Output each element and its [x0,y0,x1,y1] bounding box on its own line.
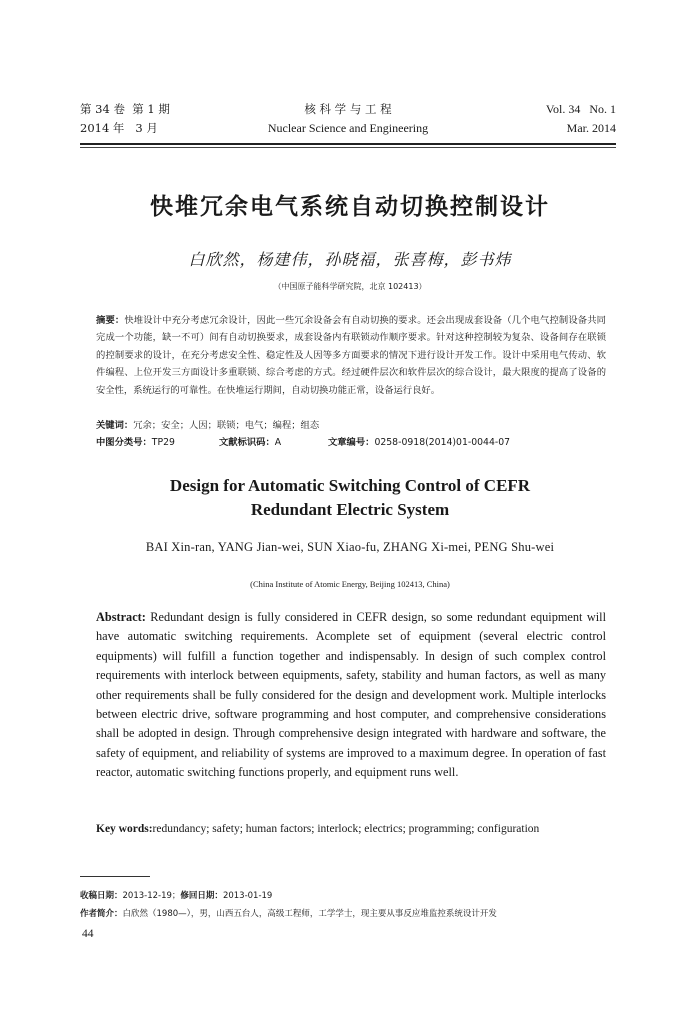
classification-line [96,434,606,451]
header-month-cn: 3 月 [135,121,158,135]
doc-code-label: 文献标识码： [218,437,275,448]
english-keywords [96,823,616,835]
english-abstract-text: Redundant design is fully considered in CEFR design, so some redundant equipment will have automatic switching requirements. Acomplete set of equipment (several electric control equipments) will fulfill a function together and indispensably. In design of such complex control requirements with interlock between equipments, safety, stability and human factors, as well as many other requirements shall be fully considered for the design and development work. Multiple interlocks between electric drive, software programming and host computer, and comprehensive considerations shall be adopted in design. Through comprehensive design integrated with hardware and software, the safety of equipment, and reliability of systems are improved to a maximum degree. In operation of fast reactor, automatic switching functions properly, and equipment runs well. [96,610,606,780]
english-abstract [96,608,606,783]
chinese-abstract-label: 摘要： [96,315,125,326]
article-number-label: 文章编号： [327,437,375,448]
english-title-line1: Design for Automatic Switching Control of CEFR [169,476,531,495]
header-volume-cn: 第 34 卷 [80,102,125,116]
footnote-dates [80,889,272,901]
header-rule-thick [80,143,616,145]
chinese-keywords-label: 关键词： [96,420,134,431]
chinese-abstract-text: 快堆设计中充分考虑冗余设计，因此一些冗余设备会有自动切换的要求。还会出现成套设备（几个电气控制设备共同完成一个功能，缺一不可）间有自动切换要求，成套设备内有联锁动作顺序要求。针对这种控制较为复杂、设备间存在联锁的控制要求的设计，在充分考虑安全性、稳定性及人因等多方面要求的情况下进行设计开发工作。设计中采用电气传动、软件编程、上位开发三方面设计多重联锁、综合考虑的方式。经过硬件层次和软件层次的综合设计，最大限度的提高了设备的安全性，系统运行的可靠性。在快堆运行期间，自动切换功能正常，设备运行良好。 [96,315,606,396]
chinese-title: 快堆冗余电气系统自动切换控制设计 [150,194,550,220]
chinese-authors: 白欣然，杨建伟，孙晓福，张喜梅，彭书炜 [188,250,512,269]
author-bio-label: 作者简介： [80,909,123,919]
english-keywords-label: Key words: [96,823,153,835]
header-year-cn: 2014 年 [80,121,125,135]
english-authors: BAI Xin-ran, YANG Jian-wei, SUN Xiao-fu, ZHANG Xi-mei, PENG Shu-wei [145,540,555,554]
revised-date-value: 2013-01-19 [222,891,273,901]
header-date-en: Mar. 2014 [566,121,616,135]
doc-code-value: A [274,437,282,448]
header-volume-en: Vol. 34 [545,102,581,116]
class-number-label: 中图分类号： [96,437,152,448]
english-affiliation: (China Institute of Atomic Energy, Beijing 102413, China) [250,579,450,589]
footnote-rule [80,876,150,877]
chinese-keywords [96,417,606,434]
header-journal-name [80,100,616,138]
chinese-abstract [96,312,606,399]
journal-name-cn: 核 科 学 与 工 程 [304,102,392,116]
chinese-keywords-text: 冗余；安全；人因；联锁；电气；编程；组态 [133,420,320,431]
revised-date-label: 修回日期： [180,891,223,901]
english-title-line2: Redundant Electric System [250,500,450,519]
page-number: 44 [82,928,94,940]
english-keywords-text: redundancy; safety; human factors; interlock; electrics; programming; configuration [152,823,540,835]
header-rule-thin [80,147,616,148]
header-volume-issue-en [546,100,616,138]
english-abstract-label: Abstract: [96,610,146,624]
received-date-label: 收稿日期： [80,891,123,901]
header-issue-en: No. 1 [589,102,616,116]
header-issue-cn: 第 1 期 [132,102,170,116]
journal-header [80,100,616,138]
class-number-value: TP29 [151,437,175,448]
chinese-affiliation: （中国原子能科学研究院，北京 102413） [273,282,427,291]
received-date-value: 2013-12-19； [122,891,181,901]
author-bio-text: 白欣然（1980—），男，山西五台人，高级工程师，工学学士，现主要从事反应堆监控系统设计开发 [122,909,497,919]
article-number-value: 0258-0918(2014)01-0044-07 [374,437,511,448]
english-title [0,474,700,522]
journal-name-en: Nuclear Science and Engineering [267,121,429,135]
footnote-author-bio [80,907,497,919]
